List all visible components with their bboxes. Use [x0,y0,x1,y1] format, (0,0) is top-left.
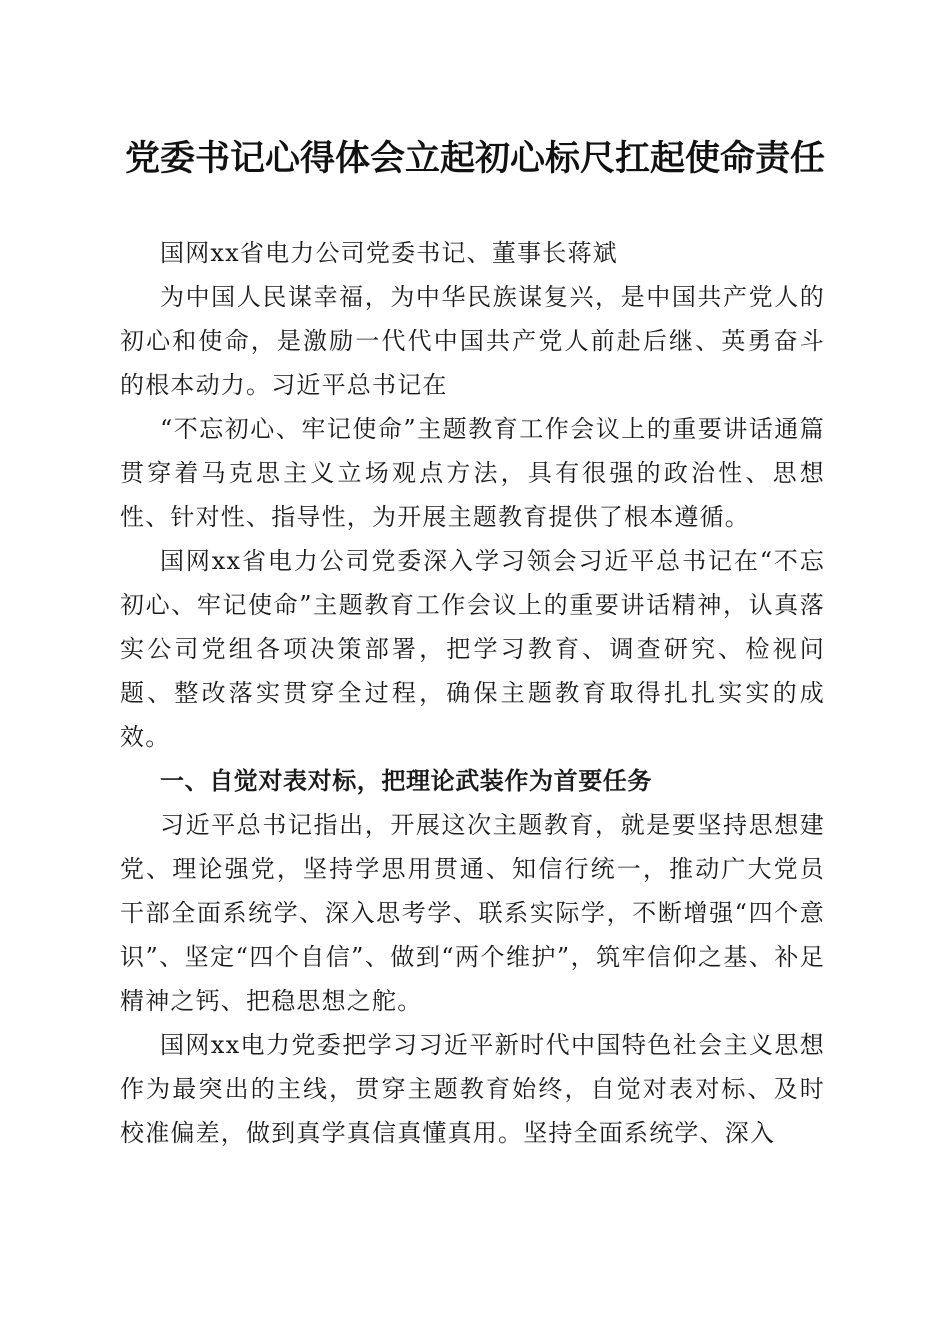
paragraph: 国网xx电力党委把学习习近平新时代中国特色社会主义思想作为最突出的主线，贯穿主题教育始终，自觉对表对标、及时校准偏差，做到真学真信真懂真用。坚持全面系统学、深入 [120,1031,825,1147]
paragraph: 国网xx省电力公司党委深入学习领会习近平总书记在“不忘初心、牢记使命”主题教育工作会议上的重要讲话精神，认真落实公司党组各项决策部署，把学习教育、调查研究、检视问题、整改落实贯穿全过程，确保主题教育取得扎扎实实的成效。 [120,547,825,751]
section-heading: 一、自觉对表对标，把理论武装作为首要任务 [160,767,652,795]
paragraph: “不忘初心、牢记使命”主题教育工作会议上的重要讲话通篇贯穿着马克思主义立场观点方法，具有很强的政治性、思想性、针对性、指导性，为开展主题教育提供了根本遵循。 [120,415,825,531]
author-line: 国网xx省电力公司党委书记、董事长蒋斌 [160,239,618,267]
paragraph: 为中国人民谋幸福，为中华民族谋复兴，是中国共产党人的初心和使命，是激励一代代中国共产党人前赴后继、英勇奋斗的根本动力。习近平总书记在 [120,283,825,399]
document-title: 党委书记心得体会立起初心标尺扛起使命责任 [124,138,825,179]
document-body [120,231,825,1155]
paragraph: 习近平总书记指出，开展这次主题教育，就是要坚持思想建党、理论强党，坚持学思用贯通、知信行统一，推动广大党员干部全面系统学、深入思考学、联系实际学，不断增强“四个意识”、坚定“四个自信”、做到“两个维护”，筑牢信仰之基、补足精神之钙、把稳思想之舵。 [120,811,825,1015]
